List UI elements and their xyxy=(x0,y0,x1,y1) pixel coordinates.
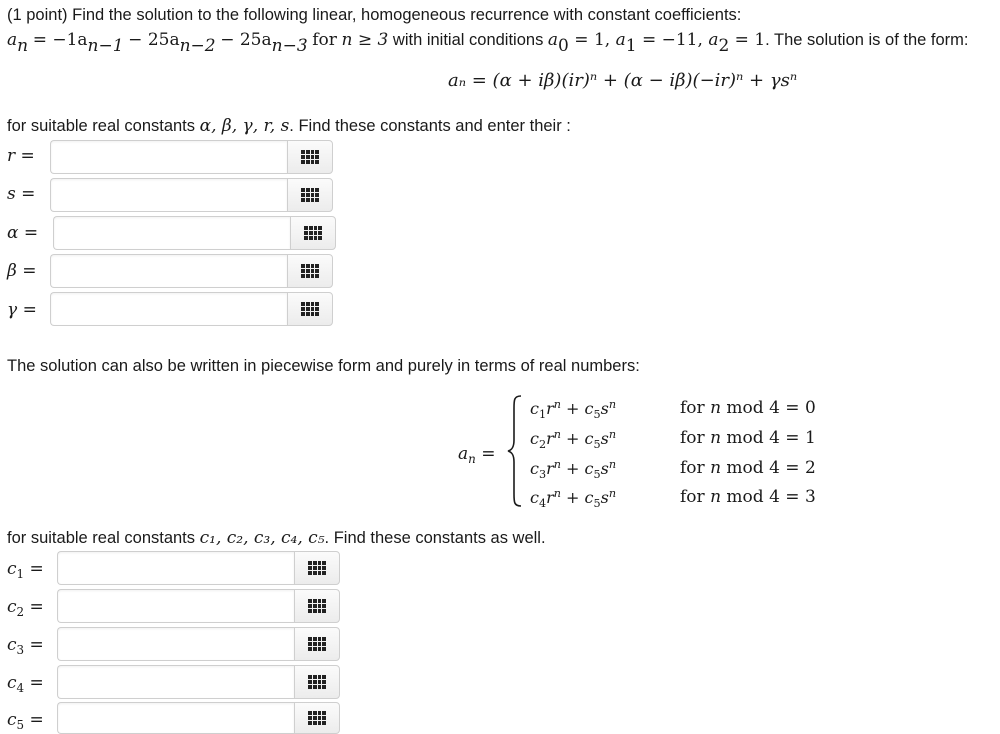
recurrence-term2: 25a xyxy=(147,30,180,50)
piecewise-expr-2: $c_2r^n + c_5s^n$ xyxy=(530,428,617,452)
r-label: r = xyxy=(7,146,35,166)
solution-form-formula: aₙ = (α + iβ)(ir)ⁿ + (α − iβ)(−ir)ⁿ + γsⁿ xyxy=(448,70,798,91)
problem-intro: (1 point) Find the solution to the following linear, homogeneous recurrence with constant coefficients: xyxy=(7,6,742,24)
s-equation-editor-button[interactable] xyxy=(287,178,333,212)
constants-text-after: . Find these constants and enter their : xyxy=(289,117,571,135)
piecewise-expr-1: $c_1r^n + c_5s^n$ xyxy=(530,398,617,422)
gamma-equation-editor-button[interactable] xyxy=(287,292,333,326)
piecewise-intro: The solution can also be written in piecewise form and purely in terms of real numbers: xyxy=(7,357,640,375)
matrix-grid-icon xyxy=(308,675,326,689)
matrix-grid-icon xyxy=(308,561,326,575)
piecewise-lhs: $a_n$ = xyxy=(458,444,496,467)
left-brace-icon xyxy=(507,394,523,508)
matrix-grid-icon xyxy=(301,264,319,278)
c2-input[interactable] xyxy=(57,589,294,623)
c4-label: $c_4$ = xyxy=(7,673,44,696)
matrix-grid-icon xyxy=(304,226,322,240)
ic-a2: 1 xyxy=(754,30,766,50)
c1-input[interactable] xyxy=(57,551,294,585)
piecewise-cond-2: for n mod 4 = 1 xyxy=(680,428,816,448)
c-list: c₁, c₂, c₃, c₄, c₅ xyxy=(199,528,325,548)
constants-text-before: for suitable real constants xyxy=(7,117,200,135)
condition: n ≥ 3 xyxy=(341,30,389,50)
r-equation-editor-button[interactable] xyxy=(287,140,333,174)
matrix-grid-icon xyxy=(308,599,326,613)
c2-equation-editor-button[interactable] xyxy=(294,589,340,623)
alpha-equation-editor-button[interactable] xyxy=(290,216,336,250)
c3-label: $c_3$ = xyxy=(7,635,44,658)
piecewise-cond-4: for n mod 4 = 3 xyxy=(680,487,816,507)
matrix-grid-icon xyxy=(308,637,326,651)
beta-input[interactable] xyxy=(50,254,287,288)
c-constants-text xyxy=(7,528,546,548)
r-input[interactable] xyxy=(50,140,287,174)
piecewise-cond-1: for n mod 4 = 0 xyxy=(680,398,816,418)
c4-input[interactable] xyxy=(57,665,294,699)
alpha-input[interactable] xyxy=(53,216,290,250)
matrix-grid-icon xyxy=(301,150,319,164)
constants-list: α, β, γ, r, s xyxy=(199,116,290,136)
c3-input[interactable] xyxy=(57,627,294,661)
c1-label: $c_1$ = xyxy=(7,559,44,582)
beta-equation-editor-button[interactable] xyxy=(287,254,333,288)
s-label: s = xyxy=(7,184,36,204)
matrix-grid-icon xyxy=(301,188,319,202)
gamma-input[interactable] xyxy=(50,292,287,326)
beta-label: β = xyxy=(7,261,37,281)
piecewise-cond-3: for n mod 4 = 2 xyxy=(680,458,816,478)
piecewise-expr-4: $c_4r^n + c_5s^n$ xyxy=(530,487,617,511)
with-text: with initial conditions xyxy=(388,31,548,49)
recurrence-term3: 25a xyxy=(239,30,272,50)
gamma-label: γ = xyxy=(7,300,37,320)
alpha-label: α = xyxy=(7,223,39,243)
c-text-before: for suitable real constants xyxy=(7,529,200,547)
piecewise-expr-3: $c_3r^n + c_5s^n$ xyxy=(530,458,617,482)
recurrence-lhs: a xyxy=(7,30,18,50)
ic-a1: −11 xyxy=(661,30,698,50)
matrix-grid-icon xyxy=(301,302,319,316)
constants-text xyxy=(7,116,571,136)
recurrence-line: $a_n = -1a_{n-1} - 25a_{n-2} - 25a_{n-3}$ for n ≥ 3 with initial conditions $a_0 = 1$, $a_1 = -11$, $a_2 = 1$. The solution is of the form: xyxy=(7,30,969,56)
form-text: . The solution is of the form: xyxy=(765,31,969,49)
matrix-grid-icon xyxy=(308,711,326,725)
c5-equation-editor-button[interactable] xyxy=(294,702,340,734)
recurrence-term1: −1a xyxy=(52,30,88,50)
c5-input[interactable] xyxy=(57,702,294,734)
s-input[interactable] xyxy=(50,178,287,212)
c4-equation-editor-button[interactable] xyxy=(294,665,340,699)
c5-label: $c_5$ = xyxy=(7,710,44,733)
for-word: for xyxy=(312,30,337,50)
c3-equation-editor-button[interactable] xyxy=(294,627,340,661)
c1-equation-editor-button[interactable] xyxy=(294,551,340,585)
ic-a0: 1 xyxy=(593,30,605,50)
c2-label: $c_2$ = xyxy=(7,597,44,620)
c-text-after: . Find these constants as well. xyxy=(324,529,546,547)
